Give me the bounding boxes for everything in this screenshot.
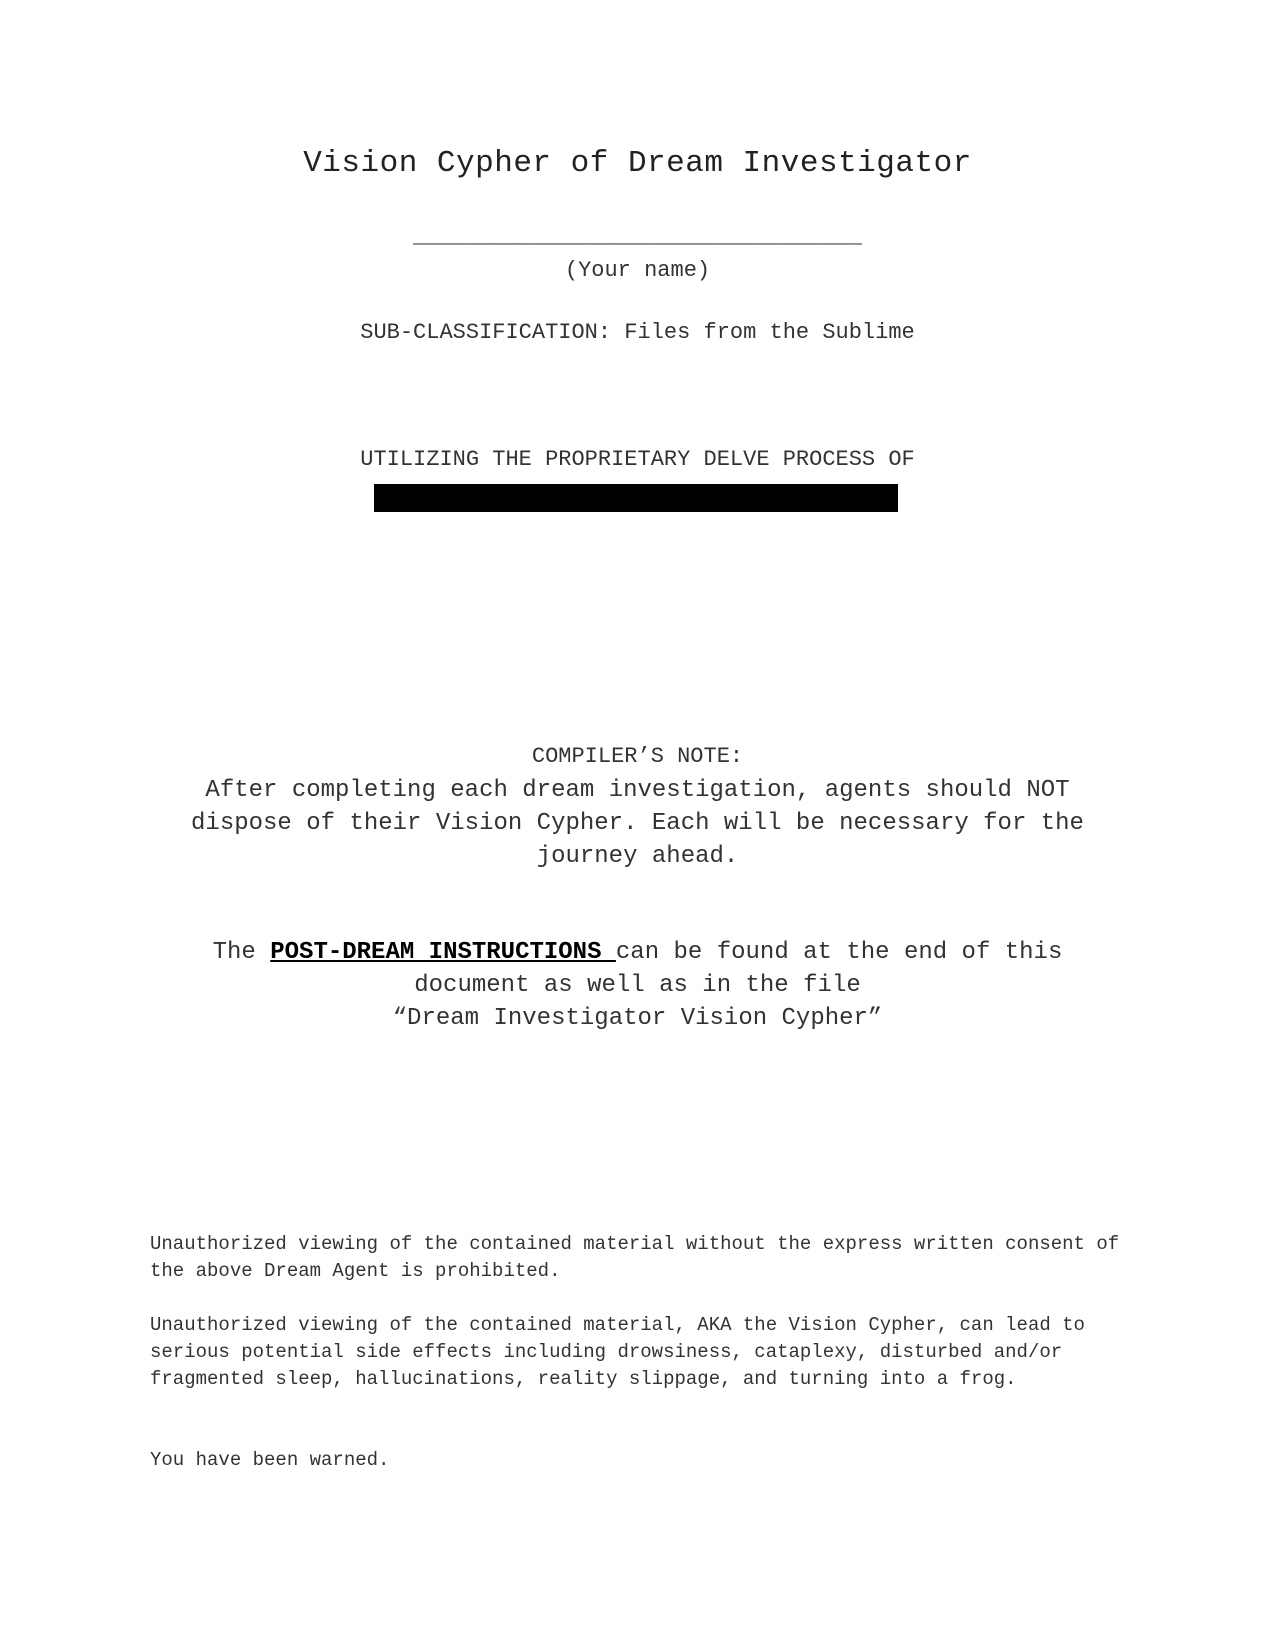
name-caption: (Your name) — [564, 258, 711, 283]
post-dream-instructions-link: POST-DREAM INSTRUCTIONS — [270, 939, 616, 966]
warning-paragraph: Unauthorized viewing of the contained material, AKA the Vision Cypher, can lead to serious potential side effects including drowsiness, cataplexy, disturbed and/or fragmented sleep, hallucinations, reality slippage, and turning into a frog. — [150, 1314, 1085, 1390]
name-blank-line: __________________________________ — [413, 224, 862, 249]
compilers-note-heading: COMPILER’S NOTE: — [531, 744, 744, 769]
warning-paragraph: Unauthorized viewing of the contained material without the express written consent of the above Dream Agent is prohibited. — [150, 1233, 1120, 1282]
post-dream-paragraph — [150, 936, 1125, 1035]
compilers-note-body: After completing each dream investigation, agents should NOT dispose of their Vision Cypher. Each will be necessary for the journey ahead. — [191, 777, 1084, 870]
warning-closing: You have been warned. — [150, 1449, 390, 1471]
sub-classification: SUB-CLASSIFICATION: Files from the Sublime — [360, 320, 915, 345]
redaction-bar — [374, 484, 898, 512]
post-dream-prefix: The — [212, 939, 271, 966]
delve-process-heading: UTILIZING THE PROPRIETARY DELVE PROCESS OF — [360, 447, 915, 472]
post-dream-suffix: can be found at the end of this document as well as in the file — [414, 939, 1063, 999]
post-dream-file-name: “Dream Investigator Vision Cypher” — [392, 1005, 883, 1032]
document-title: Vision Cypher of Dream Investigator — [303, 146, 972, 181]
